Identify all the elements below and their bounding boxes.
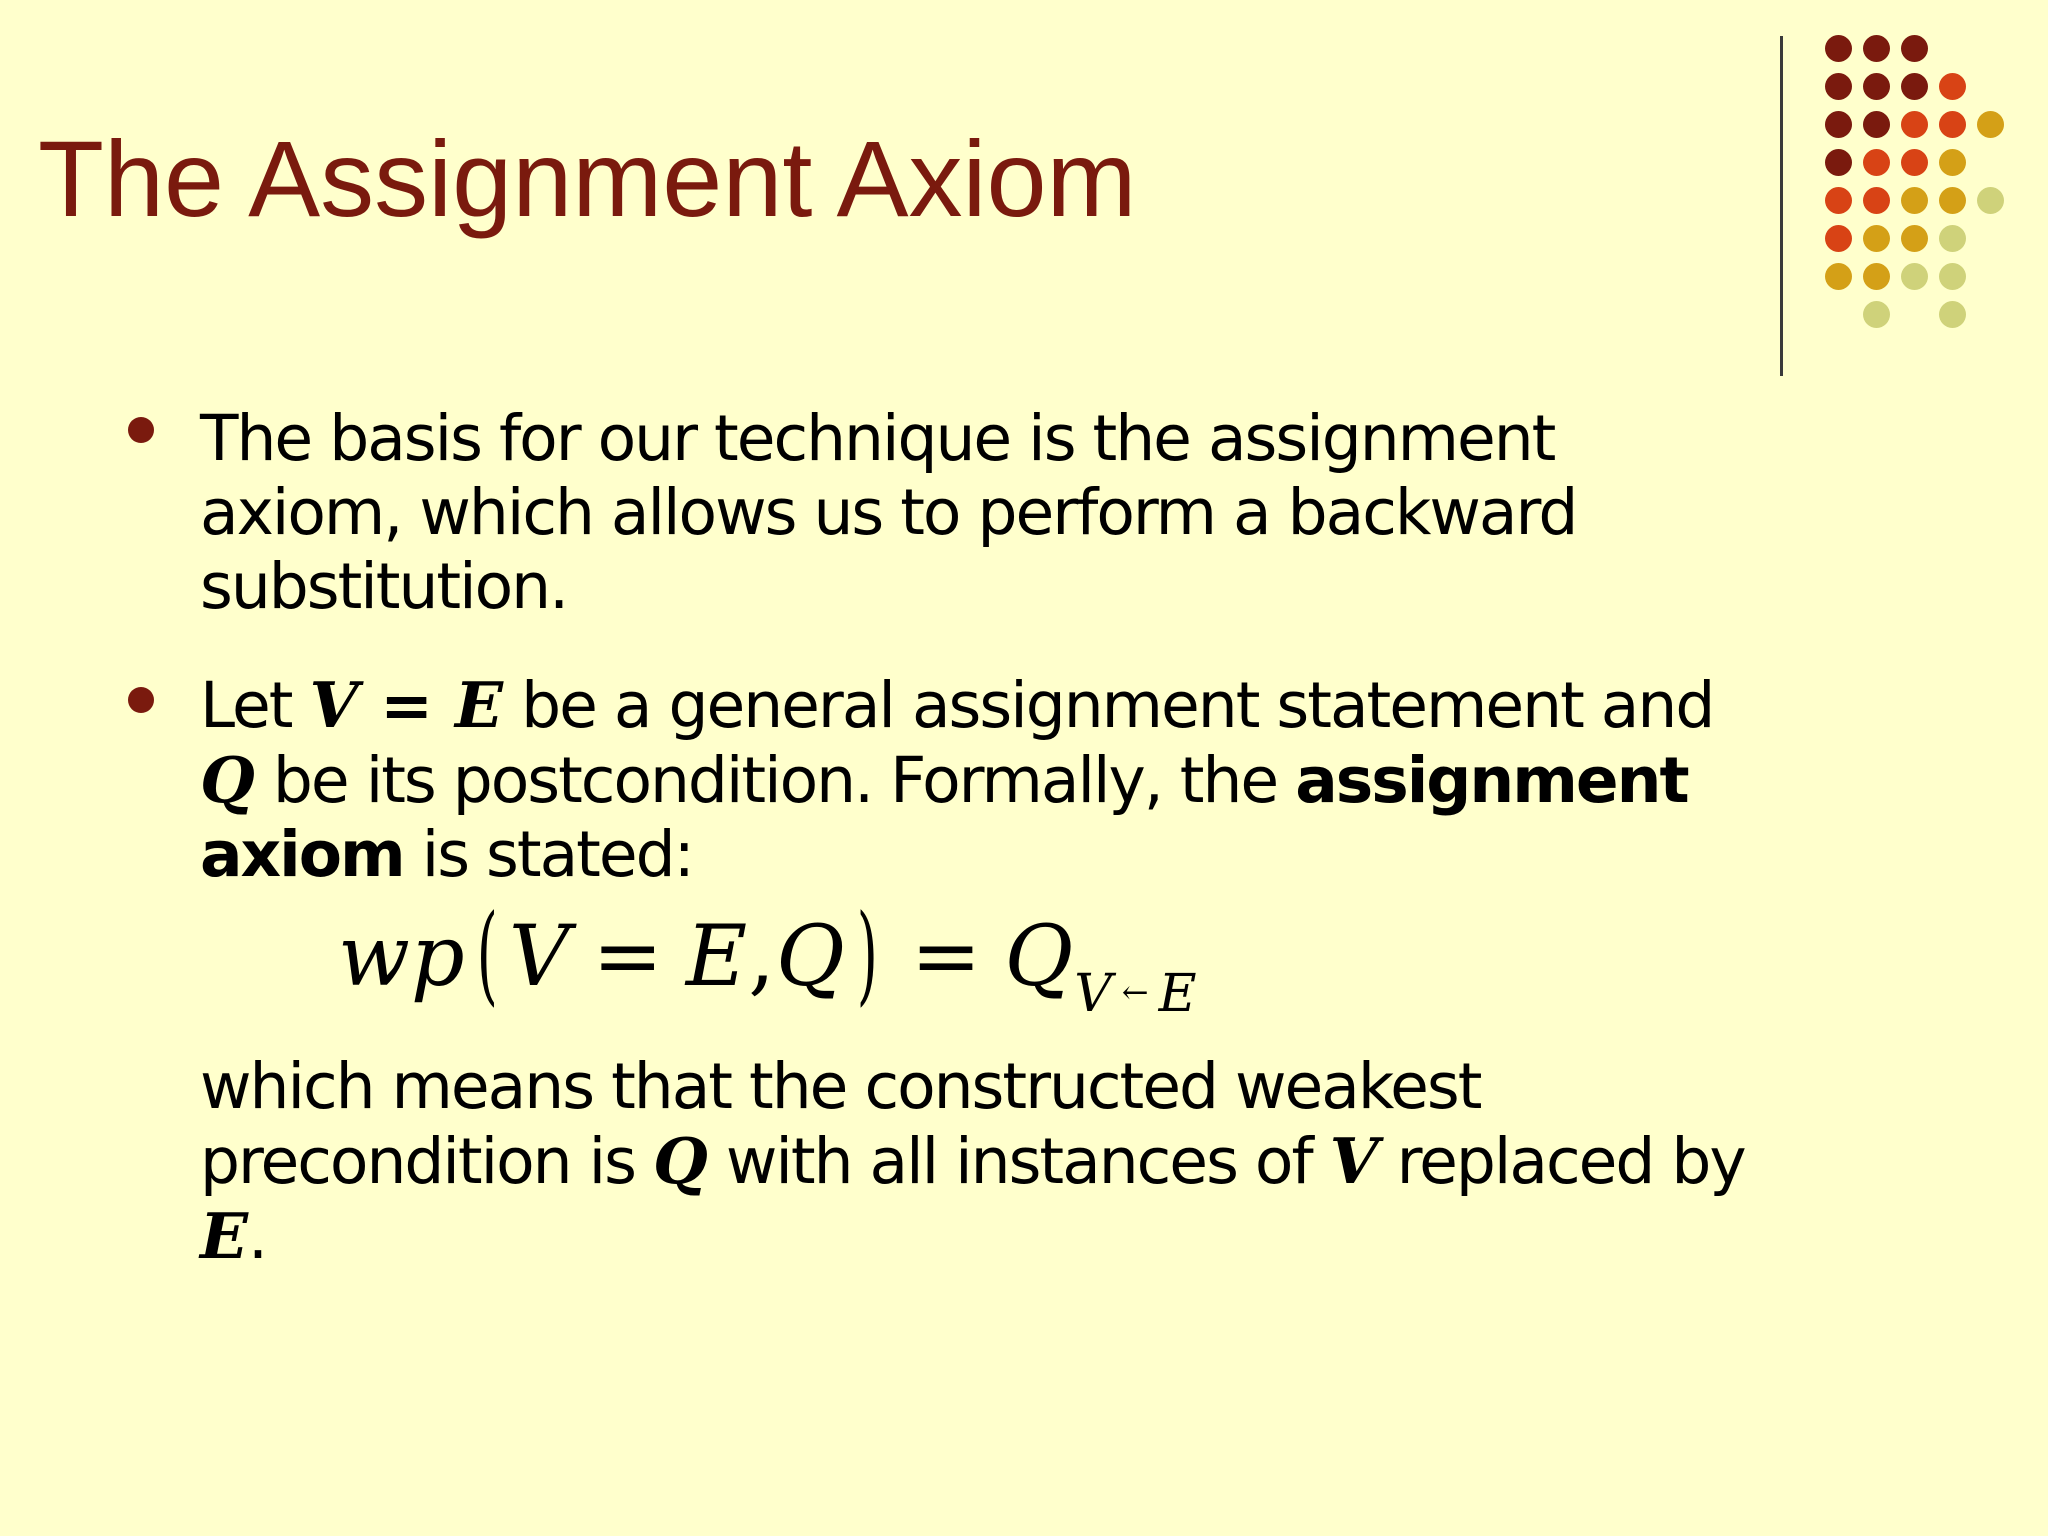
assignment-axiom-formula (338, 892, 1201, 1049)
bullet-marker (128, 687, 154, 713)
formula-equals: = (592, 907, 664, 1005)
explanation-text (200, 1050, 1760, 1274)
text-run: is stated: (403, 818, 693, 891)
decorative-dot (1901, 263, 1928, 290)
formula-e: E (685, 907, 749, 1005)
decorative-dot (1825, 111, 1852, 138)
formula-wp: wp (338, 907, 466, 1005)
decorative-dot (1825, 225, 1852, 252)
decorative-dot (1863, 301, 1890, 328)
math-q: Q (200, 743, 255, 817)
decorative-dot (1939, 225, 1966, 252)
formula-subscript (1074, 964, 1200, 1024)
math-v: V (1329, 1124, 1379, 1198)
decorative-dot (1901, 73, 1928, 100)
text-run: replaced by (1378, 1125, 1745, 1198)
math-assignment: V = E (309, 668, 504, 742)
decorative-dot (1863, 187, 1890, 214)
decorative-dot (1863, 149, 1890, 176)
decorative-dot (1939, 263, 1966, 290)
text-run: Let (200, 669, 310, 742)
formula-v: V (508, 907, 571, 1005)
decorative-dot (1825, 35, 1852, 62)
decorative-dot (1939, 149, 1966, 176)
text-run: with all instances of (707, 1125, 1330, 1198)
text-run: . (248, 1200, 267, 1273)
bullet-text-1 (200, 402, 1600, 624)
bullet-marker (128, 417, 154, 443)
formula-paren: ) (856, 892, 879, 1017)
decorative-dot (1901, 225, 1928, 252)
math-e: E (200, 1199, 249, 1273)
formula-rhs-q: Q (1004, 907, 1075, 1005)
decorative-dot (1863, 35, 1890, 62)
formula-equals: = (910, 907, 983, 1005)
decorative-dot (1825, 149, 1852, 176)
decorative-dot (1939, 73, 1966, 100)
formula-q: Q (775, 907, 846, 1005)
decorative-dot (1977, 111, 2004, 138)
decorative-dot (1863, 263, 1890, 290)
bullet-text-2 (200, 668, 1760, 892)
decorative-dot (1977, 187, 2004, 214)
left-arrow-icon: ← (1121, 973, 1153, 1011)
bold-term: assignment axiom (200, 744, 1688, 891)
formula-paren: ( (476, 892, 499, 1017)
decorative-dot (1863, 225, 1890, 252)
decorative-dot (1863, 73, 1890, 100)
decorative-dot (1901, 187, 1928, 214)
decorative-dot (1825, 263, 1852, 290)
decorative-dot (1901, 111, 1928, 138)
decorative-dot (1863, 111, 1890, 138)
decorative-dot (1825, 187, 1852, 214)
decorative-dot (1825, 73, 1852, 100)
formula-comma: , (748, 907, 776, 1005)
bullet-1-text: The basis for our technique is the assignment axiom, which allows us to perform a backward substitution. (200, 402, 1577, 623)
text-run: which means that the constructed weakest precondition is (200, 1050, 1481, 1198)
decorative-dot (1939, 111, 1966, 138)
formula-sub-v: V (1074, 964, 1116, 1024)
decorative-dot (1901, 149, 1928, 176)
text-run: be a general assignment statement and (503, 669, 1714, 742)
title-divider-line (1780, 36, 1783, 376)
decorative-dot (1939, 301, 1966, 328)
text-run: be its postcondition. Formally, the (254, 744, 1296, 817)
decorative-dot (1901, 35, 1928, 62)
math-q: Q (652, 1124, 708, 1198)
slide-title: The Assignment Axiom (38, 118, 1137, 239)
decorative-dot (1939, 187, 1966, 214)
formula-sub-e: E (1158, 964, 1201, 1024)
